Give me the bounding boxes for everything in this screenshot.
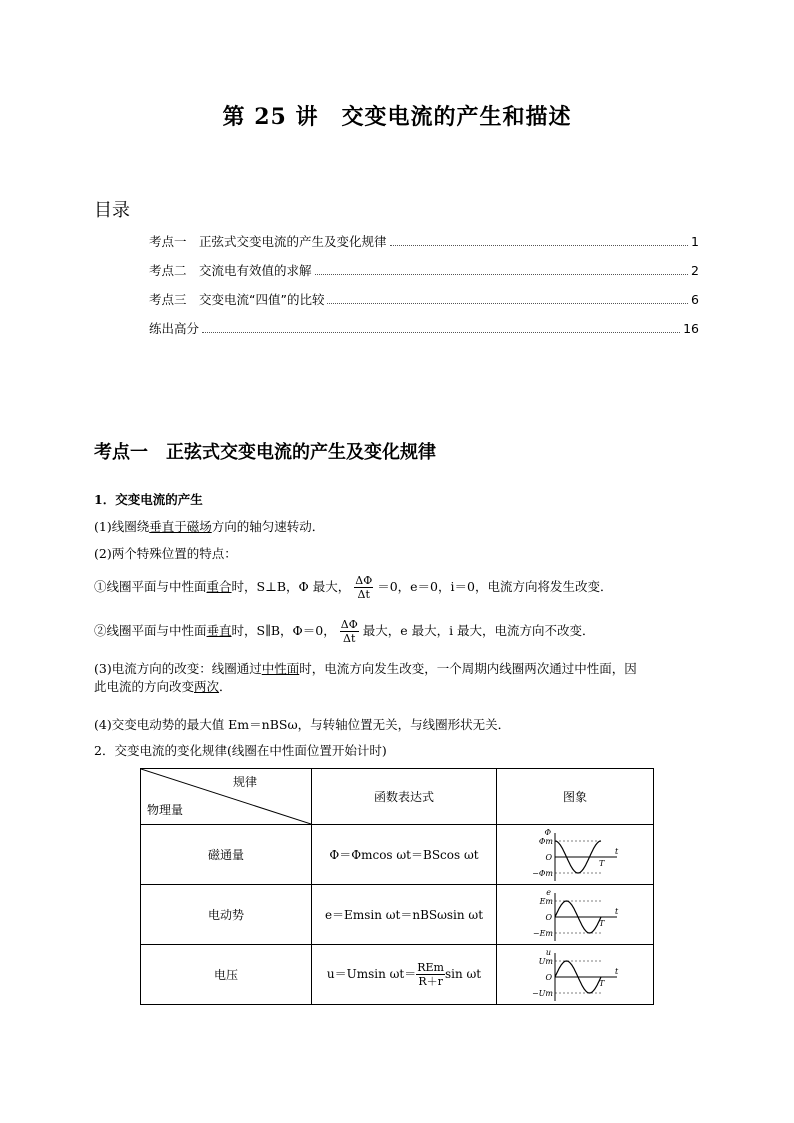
table-row — [141, 945, 654, 1005]
table-row — [141, 885, 654, 945]
paragraph: ②线圈平面与中性面垂直时，S∥B，Φ＝0， $\frac{\Delta\Phi}{\Delta t}$ 最大，e 最大，i 最大，电流方向不改变． — [94, 618, 595, 645]
section-heading: 考点一 正弦式交变电流的产生及变化规律 — [94, 442, 436, 463]
peak-label: Φm — [538, 836, 553, 846]
x-axis-label: t — [615, 966, 619, 976]
y-axis-label: e — [546, 887, 551, 897]
x-axis-label: t — [615, 906, 619, 916]
toc-item-label: 考点二 交流电有效值的求解 — [149, 263, 312, 278]
toc-item-page: 6 — [691, 292, 699, 307]
toc-item-page: 16 — [683, 321, 699, 336]
graph-cell — [497, 885, 654, 945]
fraction: $\frac{\Delta\Phi}{\Delta t}$ — [340, 618, 358, 645]
toc-leader — [327, 302, 688, 304]
header-quantity: 物理量 — [147, 803, 184, 817]
peak-label: Em — [539, 896, 553, 906]
paragraph: (4)交变电动势的最大值 Em＝nBSω，与转轴位置无关，与线圈形状无关． — [94, 717, 511, 732]
header-formula: 函数表达式 — [312, 769, 497, 825]
origin-label: O — [545, 912, 552, 922]
peak-label: Um — [538, 956, 553, 966]
toc-leader — [202, 331, 680, 333]
toc-leader — [390, 244, 689, 246]
y-axis-label: u — [545, 947, 551, 957]
origin-label: O — [545, 972, 552, 982]
paragraph: (1)线圈绕垂直于磁场方向的轴匀速转动． — [94, 519, 325, 534]
fraction: $\frac{\Delta\Phi}{\Delta t}$ — [355, 574, 373, 601]
table-row — [141, 825, 654, 885]
quantity-cell: 电压 — [141, 945, 312, 1005]
waveform-graph — [525, 947, 625, 1003]
table-header-row — [141, 769, 654, 825]
diagonal-header-cell — [141, 769, 312, 825]
paragraph: ①线圈平面与中性面重合时，S⊥B，Φ 最大， $\frac{\Delta\Phi}{\Delta t}$ ＝0，e＝0，i＝0，电流方向将发生改变． — [94, 574, 613, 601]
graph-cell — [497, 945, 654, 1005]
page-title: 第 25 讲 交变电流的产生和描述 — [222, 104, 572, 130]
variation-law-table — [140, 768, 654, 1005]
period-label: T — [599, 918, 605, 928]
formula-cell: e＝Emsin ωt＝nBSωsin ωt — [312, 885, 497, 945]
origin-label: O — [545, 852, 552, 862]
x-axis-label: t — [615, 846, 619, 856]
subsection-title: 2．交变电流的变化规律(线圈在中性面位置开始计时) — [94, 743, 387, 758]
toc-item[interactable] — [149, 261, 699, 290]
header-graph: 图象 — [497, 769, 654, 825]
toc-item-label: 考点三 交变电流“四值”的比较 — [149, 292, 325, 307]
paragraph: (2)两个特殊位置的特点： — [94, 546, 237, 561]
formula-cell: u＝Umsin ωt＝ $\frac{\text{REm}}{R+r}$ sin ωt — [312, 945, 497, 1005]
header-law: 规律 — [232, 775, 257, 789]
period-label: T — [599, 858, 605, 868]
paragraph: (3)电流方向的改变：线圈通过中性面时，电流方向发生改变，一个周期内线圈两次通过中性面，因 此电流的方向改变两次． — [94, 661, 637, 694]
quantity-cell: 电动势 — [141, 885, 312, 945]
toc-item-label: 考点一 正弦式交变电流的产生及变化规律 — [149, 234, 387, 249]
fraction: $\frac{\text{REm}}{R+r}$ — [417, 961, 444, 988]
y-axis-label: Φ — [544, 827, 551, 837]
period-label: T — [599, 978, 605, 988]
trough-label: −Em — [532, 928, 553, 938]
toc-leader — [315, 273, 689, 275]
toc-item[interactable] — [149, 319, 699, 348]
table-of-contents — [149, 232, 699, 348]
toc-heading: 目录 — [94, 200, 130, 221]
formula-cell: Φ＝Φmcos ωt＝BScos ωt — [312, 825, 497, 885]
toc-item-label: 练出高分 — [149, 321, 200, 336]
trough-label: −Um — [531, 988, 553, 998]
toc-item[interactable] — [149, 290, 699, 319]
toc-item[interactable] — [149, 232, 699, 261]
toc-item-page: 1 — [691, 234, 699, 249]
toc-item-page: 2 — [691, 263, 699, 278]
subsection-title: 1．交变电流的产生 — [94, 492, 203, 507]
trough-label: −Φm — [532, 868, 553, 878]
graph-cell — [497, 825, 654, 885]
waveform-graph — [525, 827, 625, 883]
quantity-cell: 磁通量 — [141, 825, 312, 885]
waveform-graph — [525, 887, 625, 943]
